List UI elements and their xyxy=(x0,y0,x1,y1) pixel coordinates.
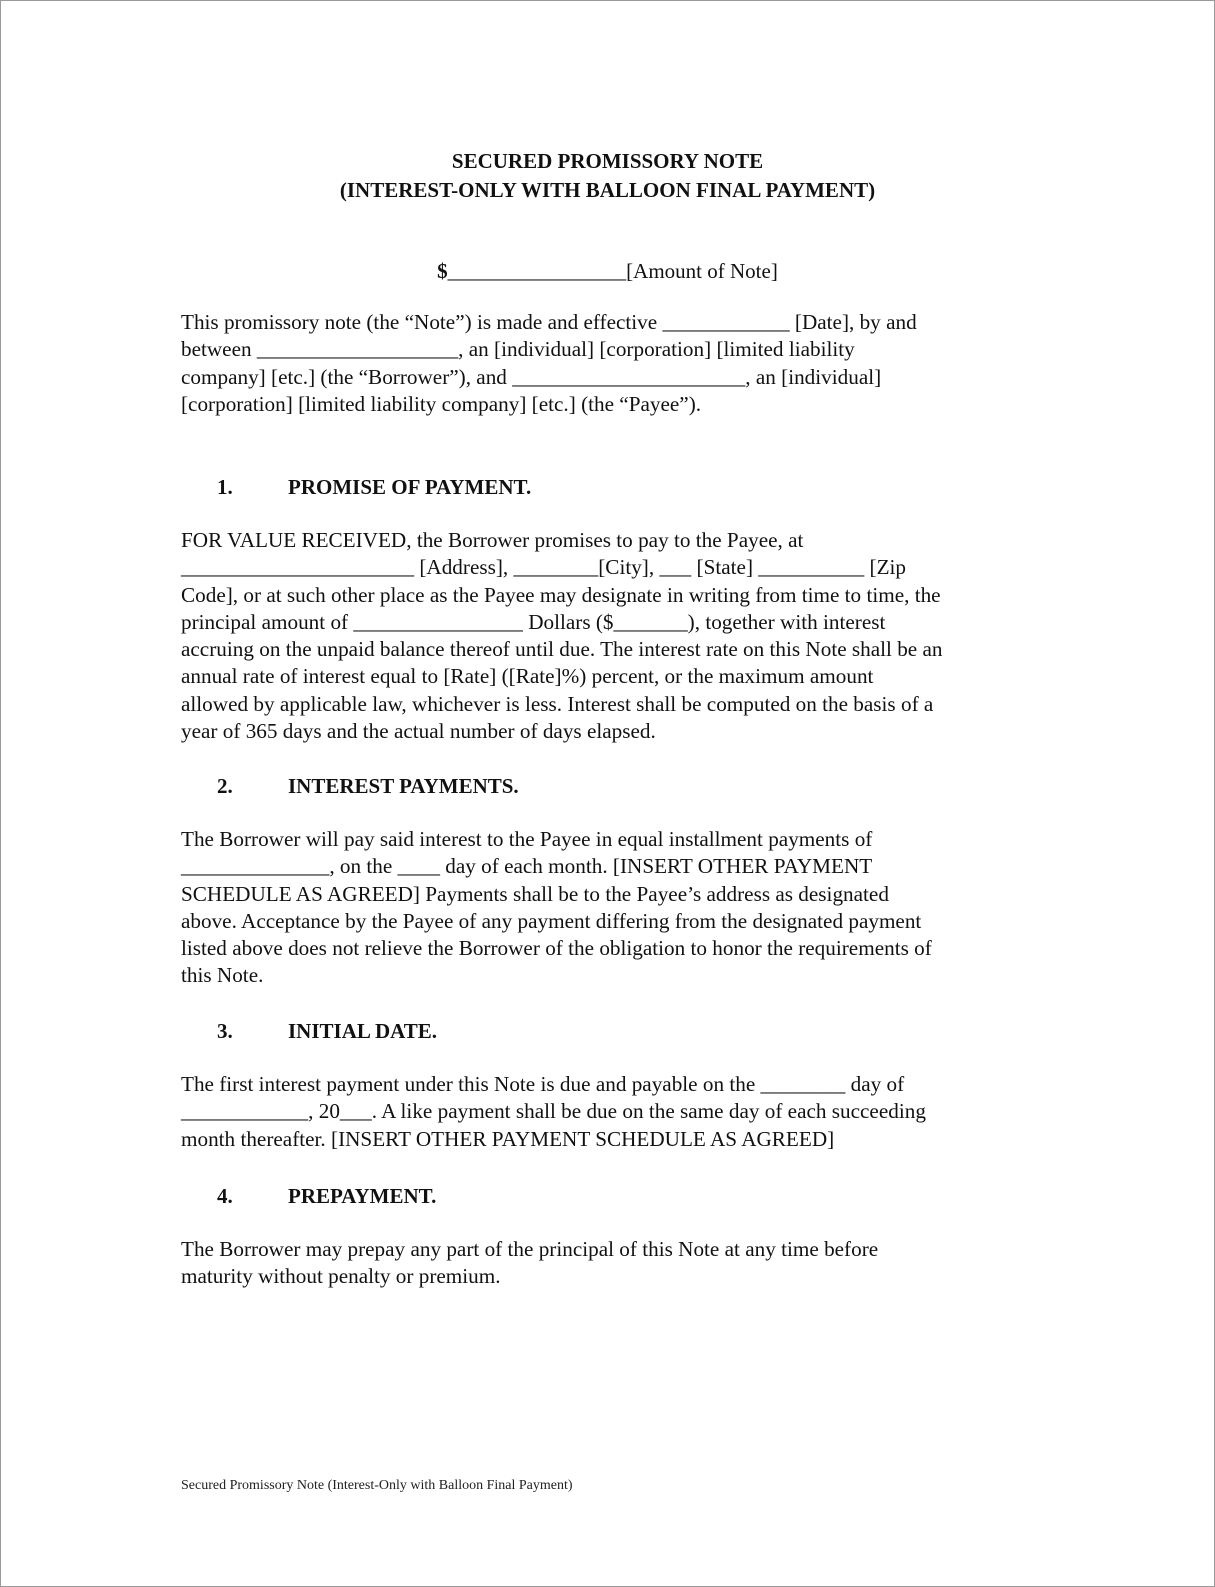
paragraph-line: SCHEDULE AS AGREED] Payments shall be to the Payee’s address as designated xyxy=(181,881,889,906)
section-number: 2. xyxy=(217,774,233,798)
section-4-heading xyxy=(217,1182,436,1210)
paragraph-line: FOR VALUE RECEIVED, the Borrower promises to pay to the Payee, at xyxy=(181,528,804,552)
section-title: INTEREST PAYMENTS. xyxy=(288,774,519,798)
section-4-paragraph xyxy=(181,1236,1041,1291)
paragraph-line: Code], or at such other place as the Payee may designate in writing from time to time, the xyxy=(181,582,941,607)
paragraph-line: ______________, on the ____ day of each month. [INSERT OTHER PAYMENT xyxy=(181,854,873,879)
paragraph-line: above. Acceptance by the Payee of any payment differing from the designated payment xyxy=(181,908,922,933)
title-line-2: (INTEREST-ONLY WITH BALLOON FINAL PAYMENT) xyxy=(339,178,876,202)
paragraph-line: principal amount of ________________ Dollars ($_______), together with interest xyxy=(181,609,886,634)
paragraph-line: The Borrower may prepay any part of the principal of this Note at any time before xyxy=(181,1237,879,1261)
intro-line: [corporation] [limited liability company] [etc.] (the “Payee”). xyxy=(181,391,702,416)
section-1-paragraph xyxy=(181,527,1041,745)
section-1-heading xyxy=(217,473,531,501)
paragraph-line: ______________________ [Address], ________[City], ___ [State] __________ [Zip xyxy=(181,555,907,580)
paragraph-line: accruing on the unpaid balance thereof until due. The interest rate on this Note shall be an xyxy=(181,637,943,662)
intro-paragraph xyxy=(181,309,1041,418)
paragraph-line: this Note. xyxy=(181,963,264,988)
paragraph-line: The first interest payment under this Note is due and payable on the ________ day of xyxy=(181,1072,905,1096)
note-amount xyxy=(1,257,1214,285)
section-number: 1. xyxy=(217,475,233,499)
intro-line: between ___________________, an [individual] [corporation] [limited liability xyxy=(181,337,855,362)
amount-dollar-sign: $ xyxy=(437,259,448,283)
paragraph-line: allowed by applicable law, whichever is less. Interest shall be computed on the basis of a xyxy=(181,691,934,716)
paragraph-line: The Borrower will pay said interest to the Payee in equal installment payments of xyxy=(181,827,873,851)
section-2-paragraph xyxy=(181,826,1041,990)
section-title: INITIAL DATE. xyxy=(288,1019,437,1043)
section-title: PROMISE OF PAYMENT. xyxy=(288,475,532,499)
paragraph-line: month thereafter. [INSERT OTHER PAYMENT SCHEDULE AS AGREED] xyxy=(181,1126,835,1151)
paragraph-line: maturity without penalty or premium. xyxy=(181,1264,501,1289)
section-3-heading xyxy=(217,1017,437,1045)
paragraph-line: listed above does not relieve the Borrower of the obligation to honor the requirements of xyxy=(181,936,932,961)
section-2-heading xyxy=(217,772,519,800)
paragraph-line: ____________, 20___. A like payment shall be due on the same day of each succeeding xyxy=(181,1099,926,1124)
intro-line: company] [etc.] (the “Borrower”), and ______________________, an [individual] xyxy=(181,364,882,389)
intro-line: This promissory note (the “Note”) is made and effective ____________ [Date], by and xyxy=(181,310,917,334)
amount-placeholder: _________________[Amount of Note] xyxy=(447,259,778,283)
paragraph-line: annual rate of interest equal to [Rate] ([Rate]%) percent, or the maximum amount xyxy=(181,664,874,689)
section-title: PREPAYMENT. xyxy=(288,1184,437,1208)
title-line-1: SECURED PROMISSORY NOTE xyxy=(451,149,764,173)
document-title xyxy=(1,147,1214,205)
section-number: 4. xyxy=(217,1184,233,1208)
page-footer: Secured Promissory Note (Interest-Only with Balloon Final Payment) xyxy=(181,1478,573,1493)
paragraph-line: year of 365 days and the actual number of days elapsed. xyxy=(181,719,656,744)
section-number: 3. xyxy=(217,1019,233,1043)
section-3-paragraph xyxy=(181,1071,1041,1153)
